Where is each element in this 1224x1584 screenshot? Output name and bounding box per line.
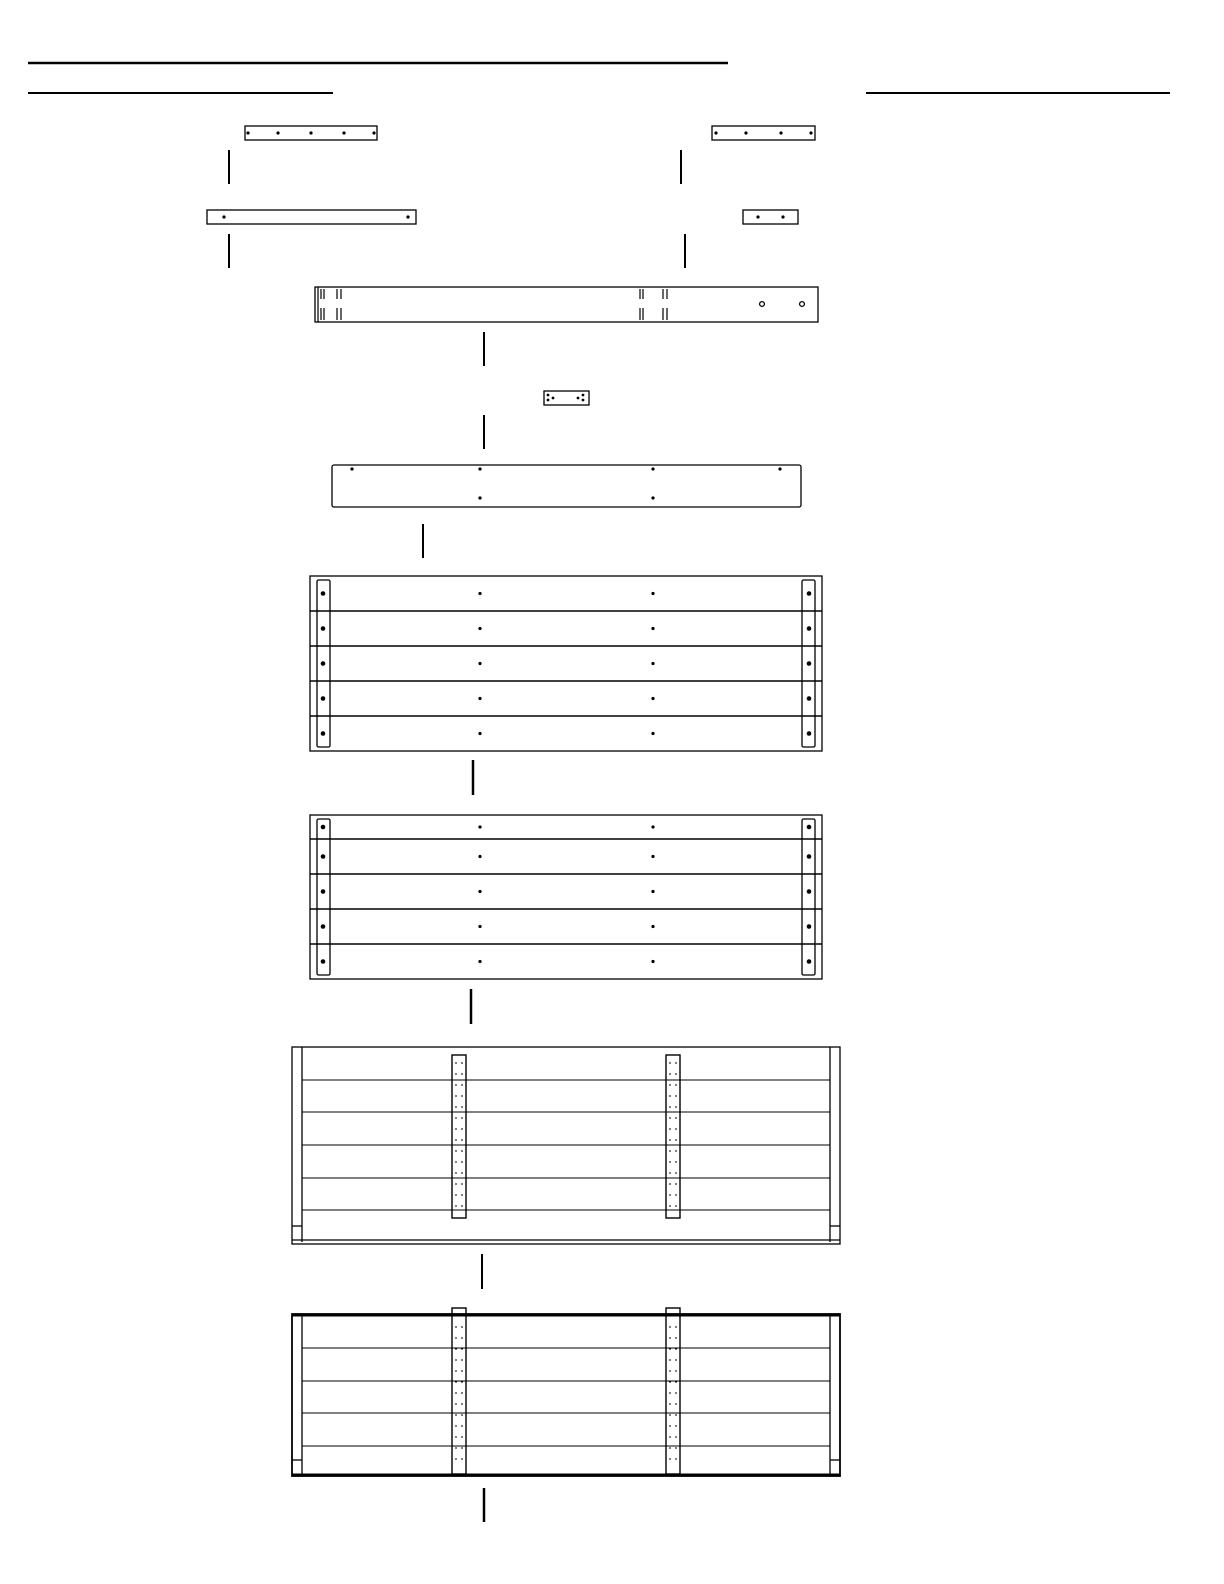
frame-outline <box>292 1314 840 1476</box>
screw-hole <box>651 960 654 963</box>
long-rail-2-hole <box>207 210 416 224</box>
support-cleat <box>666 1308 680 1474</box>
header-rules <box>28 63 1170 93</box>
cleat-screw <box>321 591 326 596</box>
apron-board <box>332 465 801 507</box>
frame-assembly-a <box>292 1047 840 1244</box>
screw-hole <box>478 960 481 963</box>
cleat-screw <box>321 924 326 929</box>
screw-hole <box>651 627 654 630</box>
support-cleat <box>666 1055 680 1218</box>
cleat-screw <box>321 696 326 701</box>
screw-hole <box>651 855 654 858</box>
cleat-screw <box>321 825 326 830</box>
rail-5-hole <box>245 126 377 140</box>
end-cleat <box>317 819 330 975</box>
screw-hole <box>651 662 654 665</box>
cleat-screw <box>807 626 812 631</box>
screw-hole <box>651 697 654 700</box>
screw-hole <box>651 732 654 735</box>
beam-with-slots <box>315 287 818 322</box>
short-block-2-hole <box>743 210 798 224</box>
cleat-screw <box>807 731 812 736</box>
cleat-screw <box>807 959 812 964</box>
screw-hole <box>478 855 481 858</box>
screw-hole <box>478 890 481 893</box>
screw-hole <box>478 697 481 700</box>
cleat-screw <box>807 825 812 830</box>
cleat-screw <box>807 924 812 929</box>
slat-panel-b <box>310 815 822 979</box>
frame-assembly-b <box>292 1308 840 1476</box>
panel-outline <box>310 576 822 751</box>
cleat-screw <box>807 696 812 701</box>
screw-hole <box>651 825 654 828</box>
small-bracket <box>544 391 589 405</box>
screw-hole <box>478 592 481 595</box>
screw-hole <box>478 925 481 928</box>
cleat-screw <box>807 854 812 859</box>
support-cleat <box>452 1055 466 1218</box>
rail-4-hole <box>712 126 815 140</box>
cleat-screw <box>321 854 326 859</box>
cleat-screw <box>321 959 326 964</box>
cleat-screw <box>321 889 326 894</box>
cleat-screw <box>807 889 812 894</box>
screw-hole <box>478 662 481 665</box>
cleat-screw <box>321 731 326 736</box>
cleat-screw <box>807 661 812 666</box>
end-cleat <box>802 819 815 975</box>
screw-hole <box>651 890 654 893</box>
screw-hole <box>478 825 481 828</box>
cleat-screw <box>321 661 326 666</box>
slat-panel-a <box>310 576 822 751</box>
support-cleat <box>452 1308 466 1474</box>
screw-hole <box>478 627 481 630</box>
screw-hole <box>651 925 654 928</box>
cleat-screw <box>321 626 326 631</box>
screw-hole <box>478 732 481 735</box>
screw-hole <box>651 592 654 595</box>
cleat-screw <box>807 591 812 596</box>
